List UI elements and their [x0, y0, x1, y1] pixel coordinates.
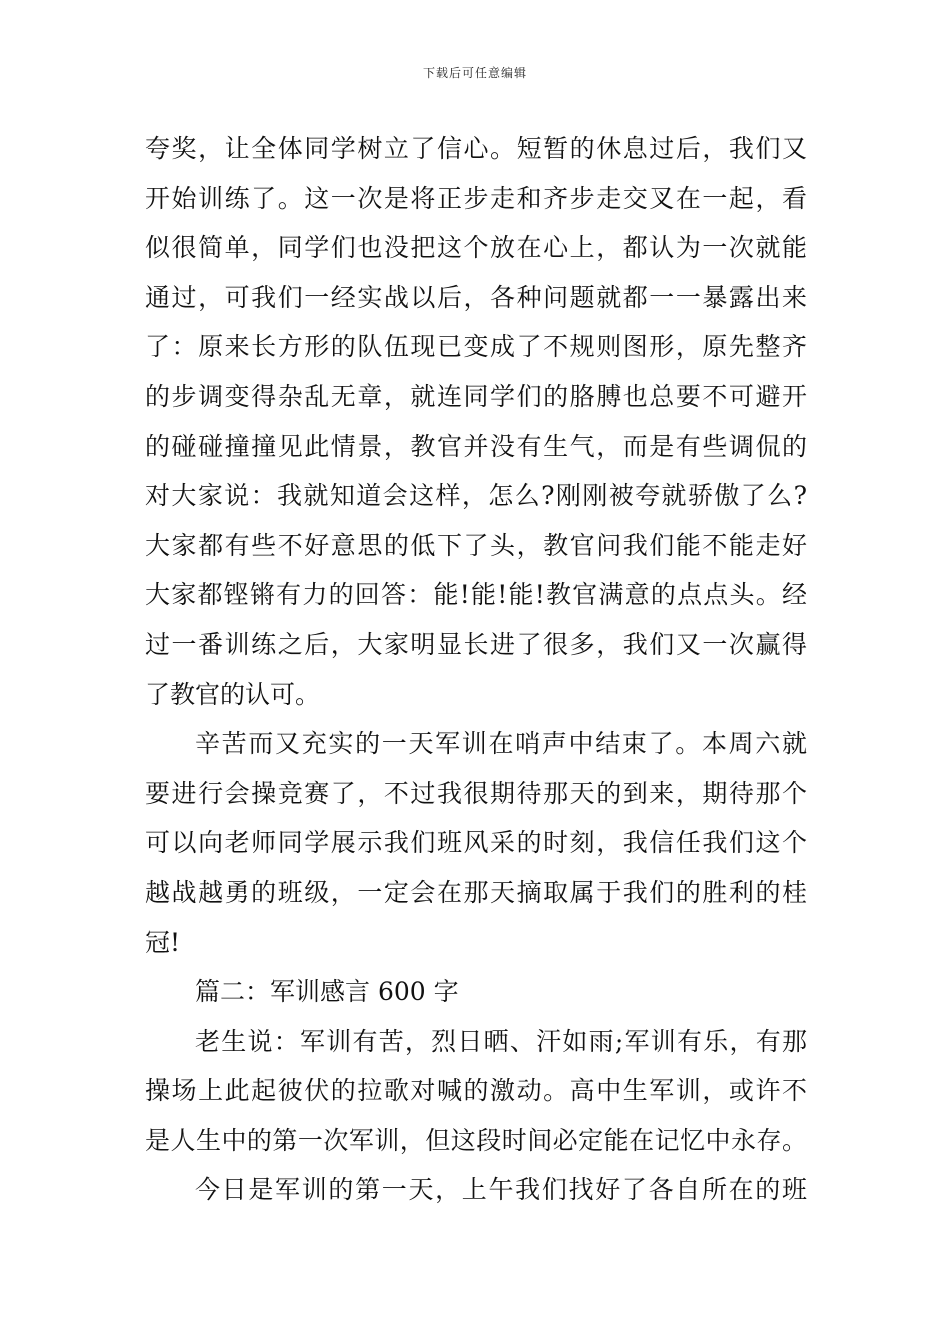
text-line: 的碰碰撞撞见此情景，教官并没有生气，而是有些调侃的	[145, 431, 807, 461]
text-line: 似很简单，同学们也没把这个放在心上，都认为一次就能	[145, 233, 807, 263]
text-line: 可以向老师同学展示我们班风采的时刻，我信任我们这个	[145, 828, 807, 858]
text-line: 了：原来长方形的队伍现已变成了不规则图形，原先整齐	[145, 332, 807, 362]
text-line: 通过，可我们一经实战以后，各种问题就都一一暴露出来	[145, 282, 807, 312]
text-line: 大家都铿锵有力的回答：能!能!能!教官满意的点点头。经	[145, 580, 807, 610]
text-line: 老生说：军训有苦，烈日晒、汗如雨;军训有乐，有那	[195, 1026, 807, 1056]
text-line: 是人生中的第一次军训，但这段时间必定能在记忆中永存。	[145, 1125, 807, 1155]
text-line: 今日是军训的第一天，上午我们找好了各自所在的班	[195, 1175, 807, 1205]
text-line: 了教官的认可。	[145, 679, 321, 709]
text-line: 篇二：军训感言 600 字	[195, 977, 459, 1007]
text-line: 夸奖，让全体同学树立了信心。短暂的休息过后，我们又	[145, 134, 807, 163]
text-line: 对大家说：我就知道会这样，怎么?刚刚被夸就骄傲了么?	[145, 481, 807, 511]
text-line: 操场上此起彼伏的拉歌对喊的激动。高中生军训，或许不	[145, 1076, 807, 1106]
text-line: 开始训练了。这一次是将正步走和齐步走交叉在一起，看	[145, 183, 807, 213]
page-header: 下载后可任意编辑	[422, 66, 527, 80]
text-line: 辛苦而又充实的一天军训在哨声中结束了。本周六就	[195, 729, 807, 759]
text-line: 冠!	[145, 927, 181, 957]
text-line: 的步调变得杂乱无章，就连同学们的胳膊也总要不可避开	[145, 381, 807, 411]
body-text	[145, 124, 807, 1215]
text-line: 过一番训练之后，大家明显长进了很多，我们又一次赢得	[145, 629, 807, 659]
text-line: 大家都有些不好意思的低下了头，教官问我们能不能走好	[145, 530, 807, 560]
text-line: 越战越勇的班级，一定会在那天摘取属于我们的胜利的桂	[145, 877, 807, 907]
text-line: 要进行会操竞赛了，不过我很期待那天的到来，期待那个	[145, 778, 807, 808]
